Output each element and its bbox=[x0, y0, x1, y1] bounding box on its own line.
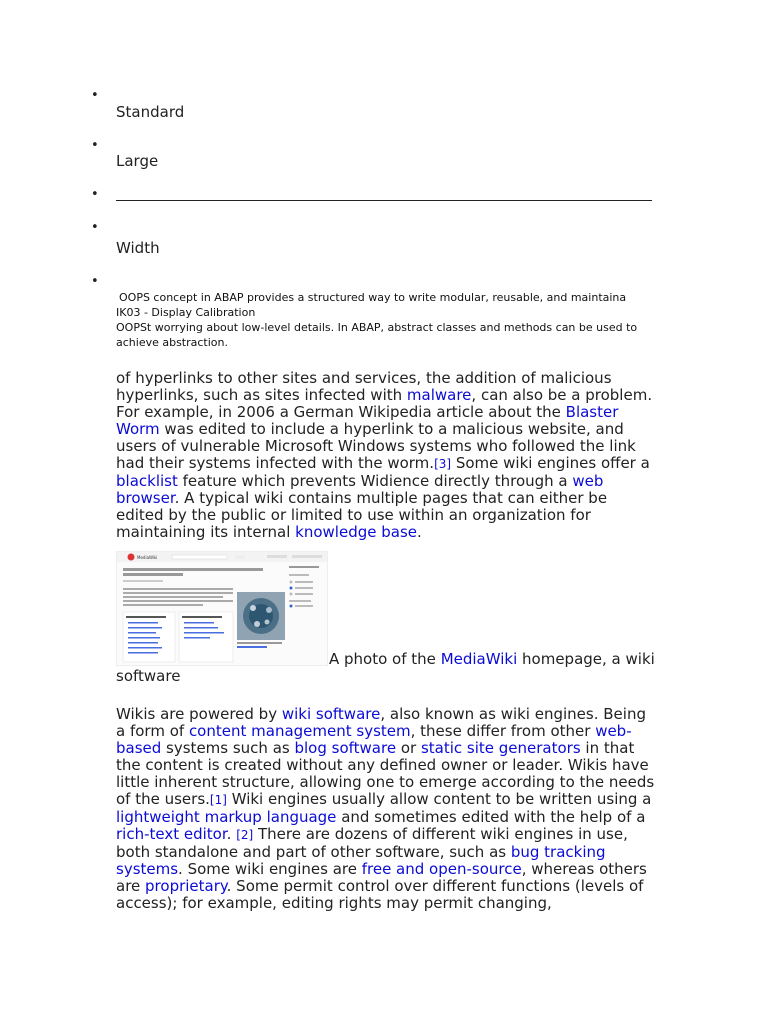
text: or bbox=[396, 739, 421, 757]
text: . A typical wiki contains multiple pages that can either be edited by the public or limited to use within an organization for maintaining its internal bbox=[116, 489, 608, 541]
text: systems such as bbox=[161, 739, 295, 757]
list-bullet: • bbox=[91, 138, 99, 153]
paragraph-wiki-software bbox=[116, 706, 656, 912]
link-blacklist[interactable]: blacklist bbox=[116, 472, 178, 490]
link-malware[interactable]: malware bbox=[406, 386, 472, 404]
text: . Some permit control over different functions (levels of access); for example, editing rights may permit changing, bbox=[116, 877, 644, 912]
link-blog-software[interactable]: blog software bbox=[294, 739, 397, 757]
link-knowledge-base[interactable]: knowledge base bbox=[295, 523, 417, 541]
text: , these differ from other bbox=[410, 722, 596, 740]
text: of hyperlinks to other sites and services, the addition of malicious hyperlinks, such as sites infected with bbox=[116, 369, 612, 404]
oops-snippet bbox=[116, 290, 661, 350]
text: Wikis are powered by bbox=[116, 705, 282, 723]
link-proprietary[interactable]: proprietary bbox=[145, 877, 227, 895]
divider-line bbox=[116, 200, 652, 201]
link-web-browser[interactable]: web browser bbox=[116, 472, 604, 507]
reference-3[interactable]: [3] bbox=[434, 457, 452, 471]
text: Some wiki engines offer a bbox=[451, 454, 650, 472]
list-item-standard[interactable]: Standard bbox=[116, 103, 185, 121]
link-content-management-system[interactable]: content management system bbox=[188, 722, 411, 740]
text: , can also be a problem. For example, in 2006 a German Wikipedia article about the bbox=[116, 386, 653, 421]
list-item-large[interactable]: Large bbox=[116, 152, 159, 170]
text: . bbox=[417, 523, 422, 541]
link-lightweight-markup-language[interactable]: lightweight markup language bbox=[116, 808, 337, 826]
text: was edited to include a hyperlink to a malicious website, and users of vulnerable Microsoft Windows systems who followed the link had their systems infected with the worm. bbox=[116, 420, 636, 472]
list-bullet: • bbox=[91, 274, 99, 289]
link-mediawiki[interactable]: MediaWiki bbox=[440, 650, 518, 668]
text: homepage, a wiki software bbox=[116, 650, 655, 685]
link-static-site-generators[interactable]: static site generators bbox=[420, 739, 581, 757]
link-rich-text-editor[interactable]: rich-text editor bbox=[116, 825, 227, 843]
mediawiki-screenshot-thumbnail[interactable] bbox=[116, 551, 328, 666]
link-blaster-worm[interactable]: Blaster Worm bbox=[116, 403, 619, 438]
text: , also known as wiki engines. Being a form of bbox=[116, 705, 646, 740]
text: and sometimes edited with the help of a bbox=[336, 808, 646, 826]
text: Wiki engines usually allow content to be written using a bbox=[226, 790, 652, 808]
reference-2[interactable]: [2] bbox=[236, 828, 254, 842]
text: , whereas others are bbox=[116, 860, 647, 895]
text: . Some wiki engines are bbox=[178, 860, 362, 878]
reference-1[interactable]: [1] bbox=[209, 793, 227, 807]
paragraph-wiki-security bbox=[116, 370, 656, 541]
oops-line-2: IK03 - Display Calibration bbox=[116, 306, 256, 319]
list-bullet: • bbox=[91, 88, 99, 103]
mediawiki-homepage-image bbox=[117, 552, 327, 665]
mediawiki-logo-icon bbox=[128, 554, 135, 561]
text: There are dozens of different wiki engines in use, both standalone and part of other software, such as bbox=[116, 825, 628, 861]
text: feature which prevents Widience directly through a bbox=[177, 472, 573, 490]
oops-line-3: OOPSt worrying about low-level details. In ABAP, abstract classes and methods can be used to achieve abstraction. bbox=[116, 321, 638, 349]
text: A photo of the bbox=[329, 650, 441, 668]
list-bullet: • bbox=[91, 187, 99, 202]
figure-caption bbox=[116, 651, 656, 685]
link-bug-tracking-systems[interactable]: bug tracking systems bbox=[116, 843, 606, 878]
text: . bbox=[226, 825, 237, 843]
link-web-based[interactable]: web-based bbox=[116, 722, 632, 757]
list-bullet: • bbox=[91, 220, 99, 235]
link-free-and-open-source[interactable]: free and open-source bbox=[361, 860, 522, 878]
link-wiki-software[interactable]: wiki software bbox=[281, 705, 381, 723]
thumb-logo-text: MediaWiki bbox=[137, 555, 158, 560]
list-item-width[interactable]: Width bbox=[116, 239, 160, 257]
oops-line-1: OOPS concept in ABAP provides a structured way to write modular, reusable, and maintaina bbox=[119, 291, 627, 304]
text: in that the content is created without any defined owner or leader. Wikis have little inherent structure, allowing one to emerge according to the needs of the users. bbox=[116, 739, 655, 808]
